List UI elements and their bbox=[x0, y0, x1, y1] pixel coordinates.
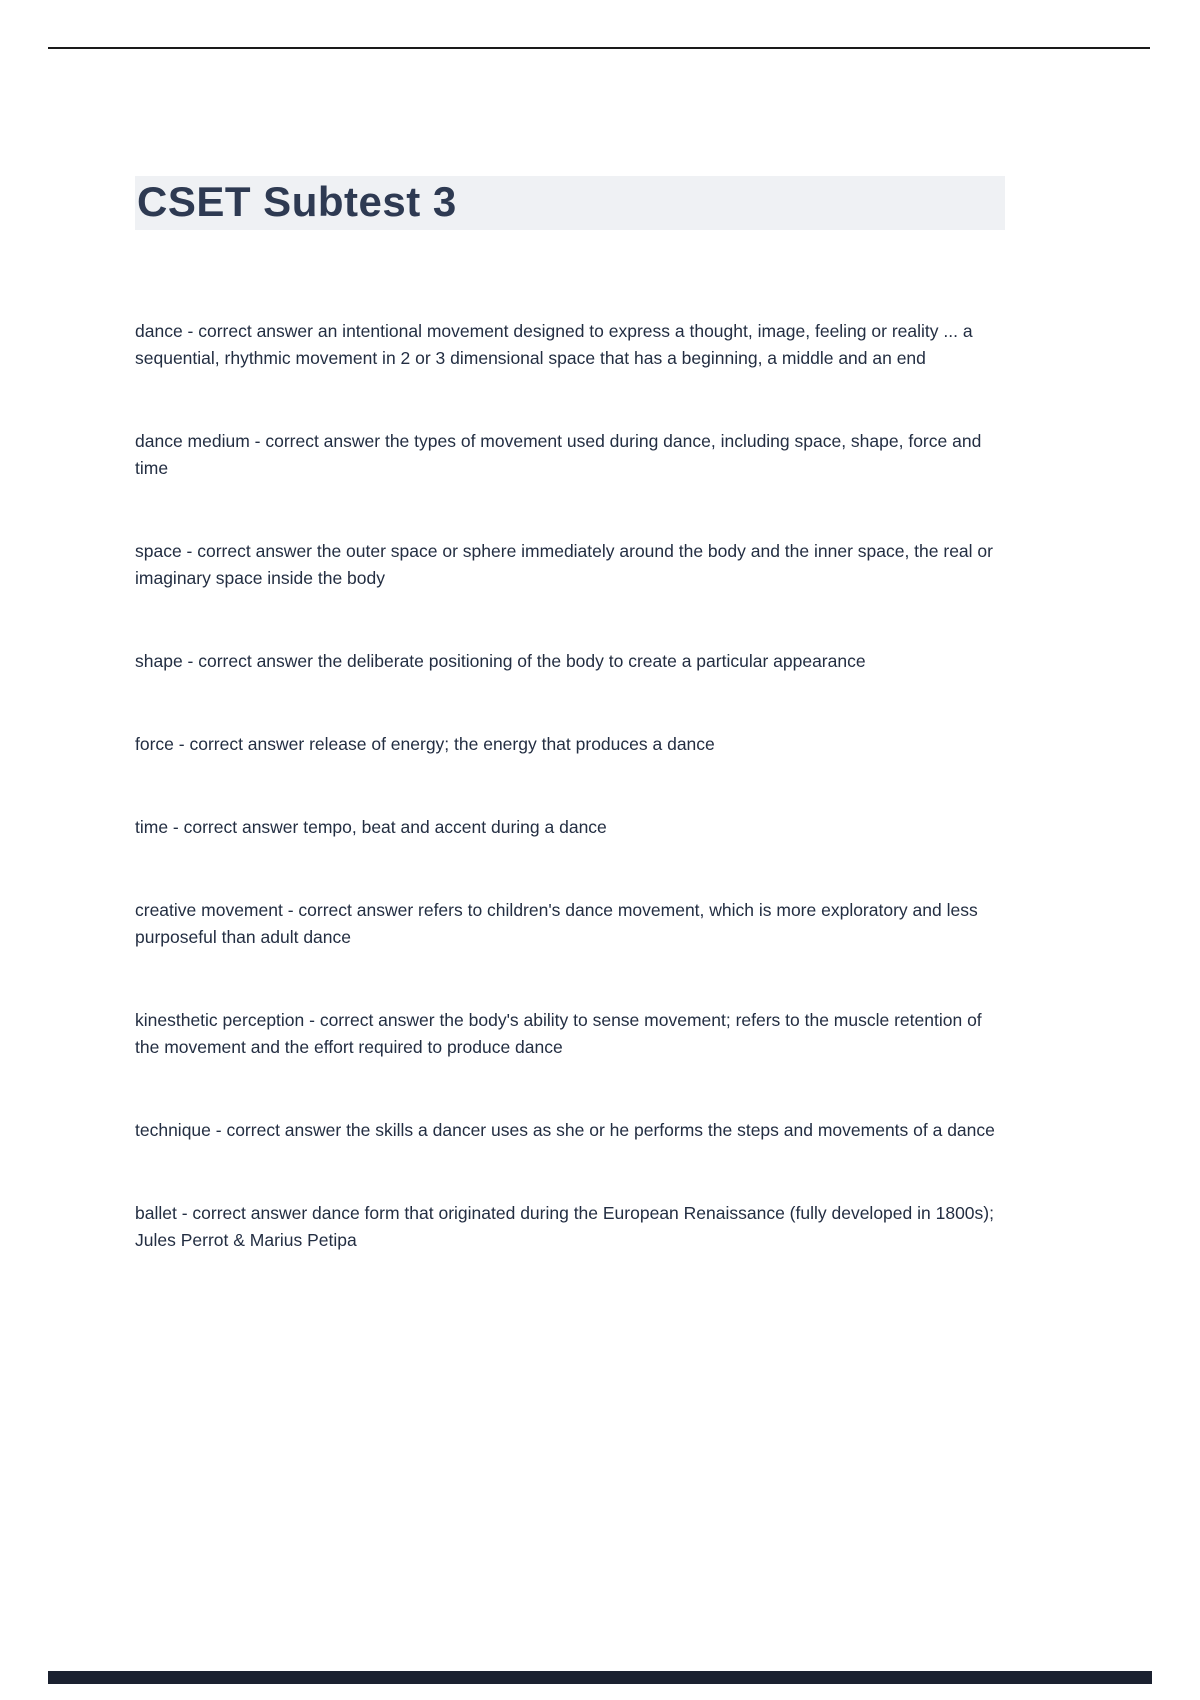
entry-paragraph: kinesthetic perception - correct answer the body's ability to sense movement; refers to the muscle retention of the movement and the effort required to produce dance bbox=[135, 1010, 982, 1058]
top-divider bbox=[48, 47, 1150, 49]
entry-paragraph: force - correct answer release of energy; the energy that produces a dance bbox=[135, 734, 715, 755]
entry-paragraph: ballet - correct answer dance form that originated during the European Renaissance (fully developed in 1800s); Jules Perrot & Marius Petipa bbox=[135, 1203, 994, 1251]
entry-paragraph: space - correct answer the outer space or sphere immediately around the body and the inner space, the real or imaginary space inside the body bbox=[135, 541, 993, 589]
entry-paragraph: dance medium - correct answer the types of movement used during dance, including space, shape, force and time bbox=[135, 431, 982, 479]
footer-bar bbox=[48, 1671, 1152, 1684]
document-content bbox=[135, 176, 1005, 1310]
page-title: CSET Subtest 3 bbox=[135, 176, 1005, 230]
entry-paragraph: time - correct answer tempo, beat and accent during a dance bbox=[135, 817, 607, 838]
entry-paragraph: technique - correct answer the skills a dancer uses as she or he performs the steps and movements of a dance bbox=[135, 1120, 995, 1141]
entry-paragraph: dance - correct answer an intentional movement designed to express a thought, image, feeling or reality ... a sequential, rhythmic movement in 2 or 3 dimensional space that has a beginning, a middle and an end bbox=[135, 321, 973, 369]
entry-paragraph: creative movement - correct answer refers to children's dance movement, which is more exploratory and less purposeful than adult dance bbox=[135, 900, 978, 948]
entries-list bbox=[135, 318, 1005, 1254]
entry-paragraph: shape - correct answer the deliberate positioning of the body to create a particular appearance bbox=[135, 651, 866, 672]
